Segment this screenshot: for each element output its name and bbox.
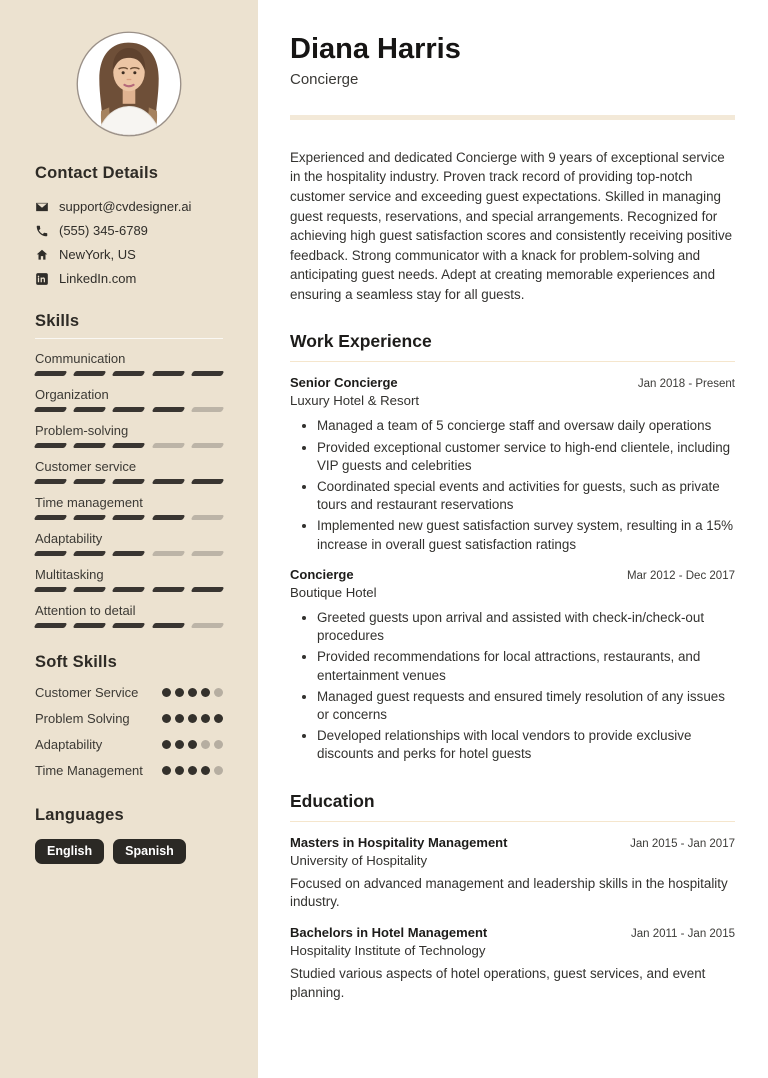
rating-dot (201, 714, 210, 723)
rating-dot (162, 714, 171, 723)
rating-dot (162, 688, 171, 697)
skill-bar-segment (73, 407, 107, 412)
rating-dot (214, 714, 223, 723)
contact-section (35, 164, 223, 286)
education-school: Hospitality Institute of Technology (290, 943, 486, 959)
skill-name: Multitasking (35, 567, 104, 582)
job-bullet: • Implemented new guest satisfaction survey system, resulting in a 15% increase in overall guest satisfaction ratings (317, 517, 735, 553)
rating-dot (175, 740, 184, 749)
rating-dot (188, 766, 197, 775)
job-bullet: • Managed guest requests and ensured timely resolution of any issues or concerns (317, 688, 735, 724)
skill-bar-segment (151, 623, 185, 628)
skill-bar-segment (190, 587, 224, 592)
skill-bar-segment (151, 371, 185, 376)
rating-dot (214, 740, 223, 749)
contact-item (35, 199, 223, 214)
skill-bar-segment (151, 443, 185, 448)
soft-skill-name: Customer Service (35, 685, 139, 700)
contact-item-text: LinkedIn.com (59, 271, 137, 286)
skill-bar-segment (34, 587, 68, 592)
rating-dot (214, 688, 223, 697)
soft-skills-list (35, 684, 223, 780)
skill-item (35, 387, 223, 413)
skill-item (35, 603, 223, 629)
education-section (290, 791, 735, 1003)
skill-bar-segment (73, 551, 107, 556)
education-entry (290, 925, 735, 1003)
skill-item (35, 423, 223, 449)
candidate-name: Diana Harris (290, 33, 461, 65)
soft-skill-name: Adaptability (35, 736, 103, 752)
skill-name: Adaptability (35, 531, 103, 546)
skill-bar-segment (190, 515, 224, 520)
skill-bar-segment (112, 479, 146, 484)
soft-skill-item (35, 736, 223, 755)
professional-summary: Experienced and dedicated Concierge with 9 years of exceptional service in the hospitality industry. Proven track record of providing top-notch customer service and exceeding guest expectations. Skilled in managing guest requests, reservations, and special arrangements. Recognized for achieving high guest satisfaction scores and consistently receiving positive feedback. Strong communicator with a knack for problem-solving and anticipating guest needs. Adept at creating memorable experiences and ensuring a seamless stay for all guests. (290, 149, 733, 302)
skill-bar-segment (112, 515, 146, 520)
skill-item (35, 459, 223, 485)
skill-bar-segment (34, 515, 68, 520)
skill-name: Problem-solving (35, 423, 129, 438)
skill-bar-segment (112, 371, 146, 376)
soft-skill-dots (162, 736, 223, 749)
job-company: Boutique Hotel (290, 584, 377, 600)
skill-bar-segment (73, 479, 107, 484)
rating-dot (175, 766, 184, 775)
education-entry-header (290, 925, 735, 940)
skill-bar-segment (190, 551, 224, 556)
contact-item (35, 223, 223, 238)
skill-bar-segment (73, 443, 107, 448)
skill-name: Communication (35, 351, 126, 366)
work-experience-title: Work Experience (290, 331, 735, 362)
rating-dot (201, 740, 210, 749)
contact-item-text: support@cvdesigner.ai (59, 199, 192, 214)
job-bullet: • Developed relationships with local vendors to provide exclusive discounts and perks for hotel guests (317, 727, 735, 763)
education-description: Focused on advanced management and leadership skills in the hospitality industry. (290, 875, 728, 910)
rating-dot (188, 714, 197, 723)
job-bullet: • Provided exceptional customer service to high-end clientele, including VIP guests and celebrities (317, 439, 735, 475)
soft-skill-dots (162, 684, 223, 697)
skill-bar-segment (151, 587, 185, 592)
job-role: Senior Concierge (290, 375, 398, 391)
skill-bar-segment (112, 587, 146, 592)
soft-skills-section-title: Soft Skills (35, 653, 117, 671)
skill-name: Organization (35, 387, 109, 402)
job-role: Concierge (290, 566, 354, 582)
skill-level-bar (35, 623, 223, 629)
contact-section-title: Contact Details (35, 164, 159, 182)
skill-bar-segment (190, 623, 224, 628)
contact-item-text: NewYork, US (59, 247, 136, 262)
rating-dot (214, 766, 223, 775)
languages-section (35, 806, 223, 864)
skill-bar-segment (34, 551, 68, 556)
education-dates: Jan 2011 - Jan 2015 (630, 928, 735, 941)
skill-item (35, 531, 223, 557)
skill-bar-segment (34, 443, 68, 448)
linkedin-icon (35, 272, 49, 286)
work-experience-section (290, 331, 735, 763)
soft-skill-item (35, 684, 223, 703)
skill-name: Attention to detail (35, 603, 136, 618)
job-bullet: • Provided recommendations for local attractions, restaurants, and entertainment venues (317, 648, 735, 684)
header-divider (290, 115, 735, 120)
skill-bar-segment (73, 371, 107, 376)
education-description: Studied various aspects of hotel operations, guest services, and event planning. (290, 966, 706, 1000)
rating-dot (162, 766, 171, 775)
job-dates: Mar 2012 - Dec 2017 (626, 569, 735, 582)
skill-bar-segment (112, 551, 146, 556)
rating-dot (175, 714, 184, 723)
skill-bar-segment (151, 551, 185, 556)
job-entry-header (290, 375, 735, 390)
job-bullet-list (290, 417, 735, 554)
skill-bar-segment (151, 407, 185, 412)
skill-level-bar (35, 479, 223, 485)
skill-level-bar (35, 515, 223, 521)
skill-bar-segment (190, 407, 224, 412)
skill-bar-segment (73, 623, 107, 628)
soft-skill-name: Time Management (35, 762, 143, 778)
skill-bar-segment (34, 623, 68, 628)
education-entry-header (290, 835, 735, 850)
skill-level-bar (35, 551, 223, 557)
skill-name: Customer service (35, 459, 137, 474)
rating-dot (201, 766, 210, 775)
skill-bar-segment (190, 443, 224, 448)
skill-bar-segment (112, 407, 146, 412)
rating-dot (162, 740, 171, 749)
contact-item (35, 247, 223, 262)
education-degree: Masters in Hospitality Management (290, 834, 508, 850)
portrait-photo (75, 30, 183, 138)
language-pill: English (35, 839, 104, 864)
soft-skills-section (35, 653, 223, 780)
skills-list (35, 351, 223, 629)
education-degree: Bachelors in Hotel Management (290, 925, 488, 941)
job-entry (290, 567, 735, 764)
skill-bar-segment (151, 479, 185, 484)
skill-level-bar (35, 587, 223, 593)
skill-item (35, 567, 223, 593)
skill-item (35, 495, 223, 521)
skill-level-bar (35, 371, 223, 377)
phone-icon (35, 224, 49, 238)
education-school: University of Hospitality (290, 852, 428, 868)
rating-dot (201, 688, 210, 697)
job-bullet: • Coordinated special events and activities for guests, such as private tours and restaurant reservations (317, 478, 735, 514)
skill-level-bar (35, 443, 223, 449)
skill-bar-segment (73, 515, 107, 520)
education-entry (290, 835, 735, 913)
job-entry-header (290, 567, 735, 582)
education-title: Education (290, 791, 735, 822)
rating-dot (175, 688, 184, 697)
contact-list (35, 199, 223, 286)
language-pill: Spanish (113, 839, 186, 864)
skill-level-bar (35, 407, 223, 413)
education-dates: Jan 2015 - Jan 2017 (630, 837, 735, 850)
languages-list (35, 839, 223, 864)
avatar (35, 30, 223, 138)
candidate-title: Concierge (290, 70, 359, 88)
job-company: Luxury Hotel & Resort (290, 393, 419, 409)
sidebar (0, 0, 258, 1078)
education-list (290, 835, 735, 1003)
skill-bar-segment (73, 587, 107, 592)
jobs-list (290, 375, 735, 763)
job-entry (290, 375, 735, 554)
rating-dot (188, 740, 197, 749)
job-dates: Jan 2018 - Present (637, 378, 735, 391)
job-bullet: • Greeted guests upon arrival and assisted with check-in/check-out procedures (317, 609, 735, 645)
rating-dot (188, 688, 197, 697)
job-bullet: • Managed a team of 5 concierge staff and oversaw daily operations (317, 417, 735, 435)
skills-section-title: Skills (35, 312, 223, 339)
soft-skill-dots (162, 762, 223, 775)
home-icon (35, 248, 49, 262)
skill-bar-segment (190, 371, 224, 376)
main-column (258, 0, 768, 1078)
skill-bar-segment (34, 479, 68, 484)
skill-bar-segment (34, 371, 68, 376)
contact-item-text: (555) 345-6789 (59, 223, 148, 238)
skill-bar-segment (112, 443, 146, 448)
contact-item (35, 271, 223, 286)
skill-bar-segment (112, 623, 146, 628)
email-icon (35, 200, 49, 214)
job-bullet-list (290, 609, 735, 764)
skill-bar-segment (151, 515, 185, 520)
soft-skill-item (35, 762, 223, 781)
languages-section-title: Languages (35, 806, 124, 825)
skill-bar-segment (34, 407, 68, 412)
skill-item (35, 351, 223, 377)
soft-skill-name: Problem Solving (35, 710, 130, 726)
skills-section (35, 312, 223, 629)
soft-skill-dots (162, 710, 223, 723)
soft-skill-item (35, 710, 223, 729)
skill-bar-segment (190, 479, 224, 484)
skill-name: Time management (35, 495, 143, 510)
